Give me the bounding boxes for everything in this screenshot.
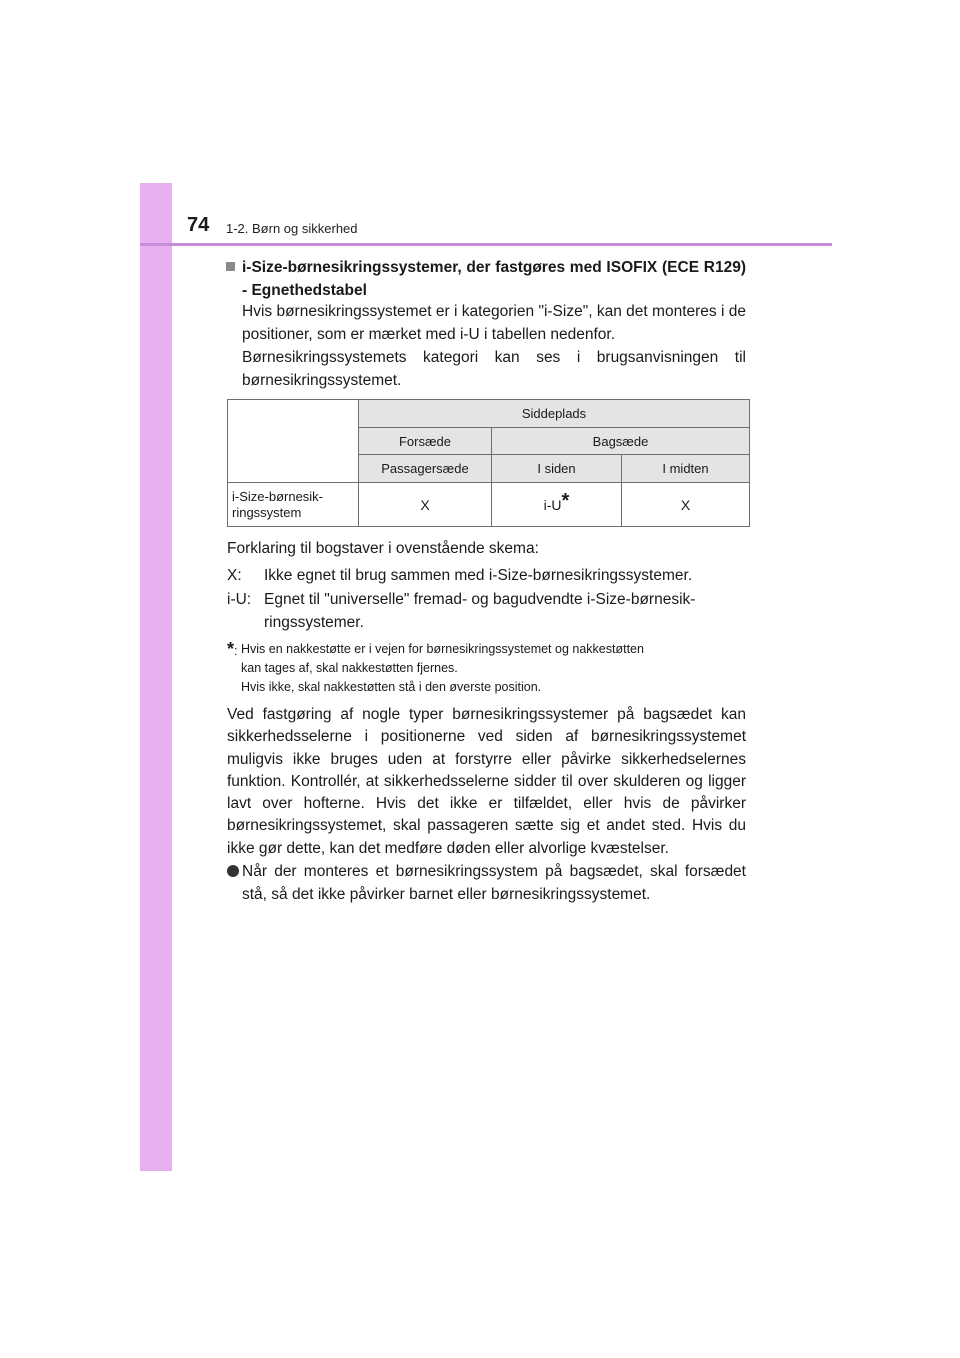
rear-seat-header: Bagsæde <box>492 428 750 455</box>
footnote-line: Hvis en nakkestøtte er i vejen for børnesikringssystemet og nakkestøtten <box>241 642 644 656</box>
bullet-item <box>227 860 746 906</box>
legend-desc <box>264 588 747 634</box>
legend-desc-line: Ikke egnet til brug sammen med i-Size-børnesikringssystemer. <box>264 567 693 584</box>
table-row <box>228 483 750 527</box>
section-title-text: i-Size-børnesikringssystemer, der fastgøres med ISOFIX (ECE R129) - Egnethedstabel <box>242 259 746 299</box>
footnote-line: Hvis ikke, skal nakkestøtten stå i den øverste position. <box>241 680 542 694</box>
chapter-title: 1-2. Børn og sikkerhed <box>226 221 358 236</box>
cell-outboard <box>492 483 622 527</box>
suitability-table <box>227 399 750 527</box>
seating-position-header: Siddeplads <box>359 400 750 428</box>
page-number: 74 <box>187 214 210 236</box>
legend-desc-line: Egnet til "universelle" fremad- og bagudvendte i-Size-børnesik- <box>264 591 696 608</box>
footnote-text <box>241 640 747 697</box>
front-seat-header: Forsæde <box>359 428 492 455</box>
passenger-seat-header: Passagersæde <box>359 455 492 483</box>
square-bullet-icon <box>226 262 235 271</box>
intro-paragraph-1: Hvis børnesikringssystemet er i kategorien "i-Size", kan det monteres i de positioner, som er mærket med i-U i tabellen nedenfor. <box>242 303 746 343</box>
section-title <box>226 256 746 302</box>
legend-item <box>227 564 747 587</box>
row-label <box>228 483 359 527</box>
row-label-line-2: ringssystem <box>232 504 302 520</box>
intro-paragraph-2: Børnesikringssystemets kategori kan ses i brugsanvisningen til børnesikringssystemet. <box>242 349 746 389</box>
legend-key: i-U: <box>227 591 252 608</box>
header-divider <box>140 243 832 246</box>
intro-text <box>242 300 746 392</box>
bullet-text: Når der monteres et børnesikringssystem på bagsædet, skal forsædet stå, så det ikke påvirker barnet eller børnesikringssystemet. <box>242 863 746 903</box>
footnote-marker <box>227 640 238 661</box>
legend-title: Forklaring til bogstaver i ovenstående skema: <box>227 540 539 557</box>
legend-item <box>227 588 747 634</box>
chapter-side-band <box>140 183 172 1171</box>
cell-passenger: X <box>359 483 492 527</box>
table-corner-cell <box>228 400 359 483</box>
legend-desc <box>264 564 747 587</box>
footnote <box>227 640 747 697</box>
cell-center: X <box>622 483 750 527</box>
body-paragraph: Ved fastgøring af nogle typer børnesikringssystemer på bagsædet kan sikkerhedsselerne i positionerne ved siden af børnesikringssystemet muligvis ikke bruges uden at forstyrre eller påvirke sikkerhedselernes funktion. Kontrollér, at sikkerhedsselerne sidder til over skulderen og ligger lavt over hofterne. Hvis det ikke er tilfældet, eller hvis de påvirker børnesikringssystemet, skal passageren sætte sig et andet sted. Hvis du ikke gør dette, kan det medføre døden eller alvorlige kvæstelser. <box>227 706 746 857</box>
outboard-header: I siden <box>492 455 622 483</box>
bullet-dot-icon <box>227 865 239 877</box>
center-header: I midten <box>622 455 750 483</box>
legend-key: X: <box>227 567 242 584</box>
footnote-asterisk-icon: * <box>561 489 570 512</box>
footnote-line: kan tages af, skal nakkestøtten fjernes. <box>241 661 458 675</box>
cell-outboard-value: i-U <box>543 496 562 513</box>
footnote-sep: : <box>234 644 238 658</box>
row-label-line-1: i-Size-børnesik- <box>232 488 324 504</box>
legend-desc-line: ringssystemer. <box>264 614 364 631</box>
asterisk-icon: * <box>227 639 235 659</box>
